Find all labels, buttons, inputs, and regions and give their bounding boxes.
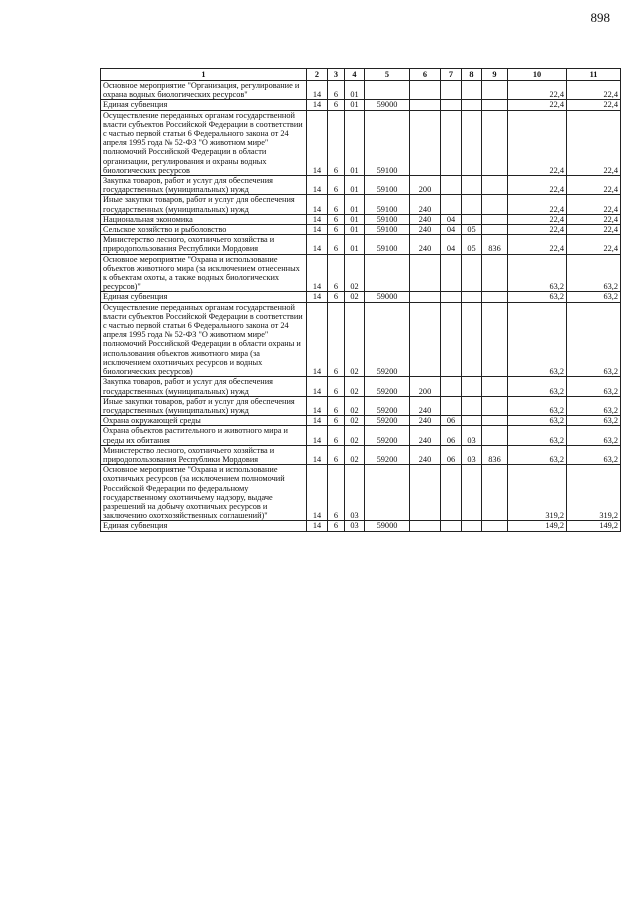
- table-cell: 240: [410, 195, 441, 214]
- table-cell: 6: [328, 426, 345, 445]
- table-cell: 22,4: [567, 235, 621, 254]
- table-cell: 6: [328, 110, 345, 175]
- table-cell: 22,4: [508, 100, 567, 110]
- table-cell: [441, 292, 462, 302]
- table-row: [101, 81, 621, 100]
- table-cell: [482, 521, 508, 531]
- table-cell: 59100: [365, 110, 410, 175]
- table-cell: 59200: [365, 377, 410, 396]
- table-cell: 02: [345, 377, 365, 396]
- table-cell: [410, 81, 441, 100]
- table-cell: 06: [441, 445, 462, 464]
- table-cell: [462, 110, 482, 175]
- table-cell: [441, 176, 462, 195]
- table-cell: 14: [307, 225, 328, 235]
- table-cell: 02: [345, 302, 365, 377]
- table-cell: 03: [345, 521, 365, 531]
- table-cell: 14: [307, 426, 328, 445]
- row-name-cell: Иные закупки товаров, работ и услуг для обеспечения государственных (муниципальных) нужд: [101, 195, 307, 214]
- table-cell: 6: [328, 254, 345, 292]
- table-cell: 6: [328, 521, 345, 531]
- table-cell: 01: [345, 195, 365, 214]
- table-cell: [410, 110, 441, 175]
- table-cell: 14: [307, 292, 328, 302]
- table-cell: [441, 100, 462, 110]
- table-cell: 240: [410, 214, 441, 224]
- table-cell: 6: [328, 292, 345, 302]
- table-cell: 14: [307, 110, 328, 175]
- table-cell: 319,2: [567, 465, 621, 521]
- table-row: [101, 100, 621, 110]
- table-cell: 05: [462, 235, 482, 254]
- column-header-9: 9: [482, 69, 508, 81]
- table-cell: [441, 521, 462, 531]
- table-row: [101, 377, 621, 396]
- table-cell: [482, 81, 508, 100]
- table-cell: 14: [307, 396, 328, 415]
- table-cell: 03: [462, 445, 482, 464]
- table-header-row: [101, 69, 621, 81]
- table-cell: 63,2: [508, 396, 567, 415]
- column-header-2: 2: [307, 69, 328, 81]
- table-cell: 14: [307, 521, 328, 531]
- table-cell: 6: [328, 100, 345, 110]
- table-cell: [365, 81, 410, 100]
- table-cell: [441, 465, 462, 521]
- table-cell: 240: [410, 225, 441, 235]
- table-cell: 22,4: [567, 195, 621, 214]
- table-cell: 22,4: [508, 176, 567, 195]
- table-cell: [410, 521, 441, 531]
- table-cell: 6: [328, 445, 345, 464]
- table-cell: [462, 292, 482, 302]
- table-cell: 01: [345, 235, 365, 254]
- table-cell: 02: [345, 426, 365, 445]
- row-name-cell: Основное мероприятие "Охрана и использование объектов животного мира (за исключением отнесенных к объектам охоты, а также водных биологических ресурсов)": [101, 254, 307, 292]
- table-row: [101, 302, 621, 377]
- table-cell: 6: [328, 377, 345, 396]
- table-cell: 59200: [365, 396, 410, 415]
- table-cell: 6: [328, 396, 345, 415]
- table-cell: 02: [345, 396, 365, 415]
- table-cell: 200: [410, 377, 441, 396]
- table-cell: 63,2: [567, 416, 621, 426]
- table-cell: 240: [410, 445, 441, 464]
- table-cell: 63,2: [567, 445, 621, 464]
- table-cell: 63,2: [508, 254, 567, 292]
- table-cell: 01: [345, 81, 365, 100]
- table-cell: 6: [328, 302, 345, 377]
- table-cell: 63,2: [567, 426, 621, 445]
- table-cell: 04: [441, 214, 462, 224]
- table-cell: 63,2: [567, 377, 621, 396]
- table-cell: 01: [345, 225, 365, 235]
- table-cell: [482, 377, 508, 396]
- table-cell: [441, 195, 462, 214]
- table-cell: [410, 302, 441, 377]
- table-cell: [482, 302, 508, 377]
- column-header-10: 10: [508, 69, 567, 81]
- table-cell: [462, 214, 482, 224]
- table-cell: [462, 377, 482, 396]
- table-cell: 59200: [365, 302, 410, 377]
- table-cell: 04: [441, 225, 462, 235]
- row-name-cell: Министерство лесного, охотничьего хозяйства и природопользования Республики Мордовия: [101, 235, 307, 254]
- table-cell: 22,4: [508, 214, 567, 224]
- table-cell: [462, 465, 482, 521]
- table-body: [101, 81, 621, 532]
- table-row: [101, 176, 621, 195]
- table-cell: 14: [307, 302, 328, 377]
- table-cell: [410, 254, 441, 292]
- table-cell: 22,4: [508, 235, 567, 254]
- table-cell: 200: [410, 176, 441, 195]
- table-cell: 63,2: [508, 302, 567, 377]
- table-cell: 22,4: [567, 214, 621, 224]
- table-cell: 06: [441, 416, 462, 426]
- table-cell: [482, 396, 508, 415]
- table-row: [101, 426, 621, 445]
- table-cell: 22,4: [508, 81, 567, 100]
- table-cell: 6: [328, 465, 345, 521]
- row-name-cell: Осуществление переданных органам государственной власти субъектов Российской Федерации в соответствии с частью первой статьи 6 Федерального закона от 24 апреля 1995 года № 52-ФЗ "О животном мире" полномочий Российской Федерации в области охраны и использования объектов животного мира (за исключением охотничьих ресурсов и водных биологических ресурсов): [101, 302, 307, 377]
- table-cell: 6: [328, 235, 345, 254]
- table-cell: [482, 465, 508, 521]
- table-cell: 6: [328, 416, 345, 426]
- table-cell: [462, 81, 482, 100]
- table-cell: 59200: [365, 416, 410, 426]
- table-row: [101, 254, 621, 292]
- table-cell: 6: [328, 214, 345, 224]
- table-cell: [365, 465, 410, 521]
- table-cell: 22,4: [567, 110, 621, 175]
- table-cell: 14: [307, 254, 328, 292]
- table-cell: 63,2: [567, 254, 621, 292]
- row-name-cell: Закупка товаров, работ и услуг для обеспечения государственных (муниципальных) нужд: [101, 176, 307, 195]
- table-cell: 02: [345, 254, 365, 292]
- table-row: [101, 110, 621, 175]
- table-row: [101, 225, 621, 235]
- row-name-cell: Сельское хозяйство и рыболовство: [101, 225, 307, 235]
- row-name-cell: Единая субвенция: [101, 292, 307, 302]
- table-cell: 22,4: [508, 110, 567, 175]
- table-cell: [482, 176, 508, 195]
- row-name-cell: Основное мероприятие "Организация, регулирование и охрана водных биологических ресурсов": [101, 81, 307, 100]
- column-header-6: 6: [410, 69, 441, 81]
- table-row: [101, 396, 621, 415]
- table-cell: 02: [345, 292, 365, 302]
- table-cell: 14: [307, 465, 328, 521]
- table-cell: 14: [307, 416, 328, 426]
- table-cell: [482, 292, 508, 302]
- table-cell: [462, 254, 482, 292]
- table-cell: 59100: [365, 176, 410, 195]
- table-row: [101, 416, 621, 426]
- table-cell: 59100: [365, 195, 410, 214]
- row-name-cell: Иные закупки товаров, работ и услуг для обеспечения государственных (муниципальных) нужд: [101, 396, 307, 415]
- table-cell: [482, 100, 508, 110]
- table-cell: 59000: [365, 100, 410, 110]
- table-cell: 59000: [365, 521, 410, 531]
- table-cell: 03: [345, 465, 365, 521]
- table-cell: 02: [345, 416, 365, 426]
- table-cell: [441, 110, 462, 175]
- table-cell: 01: [345, 214, 365, 224]
- table-cell: 22,4: [508, 225, 567, 235]
- row-name-cell: Закупка товаров, работ и услуг для обеспечения государственных (муниципальных) нужд: [101, 377, 307, 396]
- row-name-cell: Основное мероприятие "Охрана и использование охотничьих ресурсов (за исключением полномочий Российской Федерации по федеральному государственному охотничьему надзору, выдаче разрешений на добычу охотничьих ресурсов и заключению охотхозяйственных соглашений)": [101, 465, 307, 521]
- table-cell: 14: [307, 81, 328, 100]
- table-cell: 240: [410, 426, 441, 445]
- table-cell: [441, 254, 462, 292]
- table-cell: 22,4: [508, 195, 567, 214]
- table-cell: [482, 214, 508, 224]
- table-cell: 240: [410, 396, 441, 415]
- table-cell: 240: [410, 416, 441, 426]
- table-cell: [410, 100, 441, 110]
- table-cell: 06: [441, 426, 462, 445]
- table-cell: [462, 521, 482, 531]
- table-cell: 63,2: [508, 292, 567, 302]
- column-header-4: 4: [345, 69, 365, 81]
- table-cell: [482, 225, 508, 235]
- table-cell: 63,2: [508, 377, 567, 396]
- column-header-5: 5: [365, 69, 410, 81]
- table-cell: 149,2: [567, 521, 621, 531]
- table-cell: [482, 416, 508, 426]
- page-number: 898: [590, 10, 610, 25]
- column-header-1: 1: [101, 69, 307, 81]
- table-cell: 03: [462, 426, 482, 445]
- table-cell: 63,2: [567, 302, 621, 377]
- table-cell: 01: [345, 176, 365, 195]
- table-cell: 6: [328, 81, 345, 100]
- table-cell: 01: [345, 100, 365, 110]
- table-row: [101, 465, 621, 521]
- table-cell: 319,2: [508, 465, 567, 521]
- row-name-cell: Охрана окружающей среды: [101, 416, 307, 426]
- budget-table: [100, 68, 621, 532]
- table-cell: 59100: [365, 235, 410, 254]
- table-cell: 63,2: [508, 426, 567, 445]
- table-cell: [462, 195, 482, 214]
- table-cell: 149,2: [508, 521, 567, 531]
- table-cell: 6: [328, 195, 345, 214]
- table-cell: 63,2: [508, 416, 567, 426]
- table-cell: 05: [462, 225, 482, 235]
- column-header-8: 8: [462, 69, 482, 81]
- table-cell: 6: [328, 225, 345, 235]
- table-cell: [441, 81, 462, 100]
- table-cell: 59200: [365, 445, 410, 464]
- table-cell: 22,4: [567, 225, 621, 235]
- table-cell: [482, 426, 508, 445]
- table-row: [101, 445, 621, 464]
- column-header-3: 3: [328, 69, 345, 81]
- table-cell: 22,4: [567, 100, 621, 110]
- table-cell: [365, 254, 410, 292]
- table-cell: 63,2: [508, 445, 567, 464]
- table-cell: [462, 302, 482, 377]
- row-name-cell: Единая субвенция: [101, 100, 307, 110]
- table-cell: [462, 176, 482, 195]
- table-cell: 63,2: [567, 292, 621, 302]
- table-cell: 14: [307, 377, 328, 396]
- row-name-cell: Осуществление переданных органам государственной власти субъектов Российской Федерации в соответствии с частью первой статьи 6 Федерального закона от 24 апреля 1995 года № 52-ФЗ "О животном мире" полномочий Российской Федерации в области организации, регулирования и охраны водных биологических ресурсов: [101, 110, 307, 175]
- table-cell: [482, 195, 508, 214]
- table-cell: [441, 396, 462, 415]
- table-cell: [410, 292, 441, 302]
- table-cell: 14: [307, 100, 328, 110]
- table-cell: [441, 302, 462, 377]
- table-cell: [462, 416, 482, 426]
- table-cell: 22,4: [567, 176, 621, 195]
- table-cell: 04: [441, 235, 462, 254]
- table-cell: 01: [345, 110, 365, 175]
- table-cell: 63,2: [567, 396, 621, 415]
- row-name-cell: Национальная экономика: [101, 214, 307, 224]
- row-name-cell: Единая субвенция: [101, 521, 307, 531]
- table-cell: 02: [345, 445, 365, 464]
- table-cell: 59100: [365, 225, 410, 235]
- table-cell: [410, 465, 441, 521]
- table-cell: 14: [307, 445, 328, 464]
- table-cell: 240: [410, 235, 441, 254]
- column-header-7: 7: [441, 69, 462, 81]
- table-cell: [441, 377, 462, 396]
- column-header-11: 11: [567, 69, 621, 81]
- table-cell: 14: [307, 195, 328, 214]
- table-cell: 14: [307, 235, 328, 254]
- table-cell: [462, 100, 482, 110]
- table-cell: [482, 254, 508, 292]
- table-cell: 14: [307, 214, 328, 224]
- table-cell: 22,4: [567, 81, 621, 100]
- table-row: [101, 195, 621, 214]
- table-cell: 836: [482, 235, 508, 254]
- table-cell: 59200: [365, 426, 410, 445]
- table-cell: [462, 396, 482, 415]
- table-cell: [482, 110, 508, 175]
- table-row: [101, 292, 621, 302]
- table-cell: 836: [482, 445, 508, 464]
- table-row: [101, 521, 621, 531]
- table-row: [101, 235, 621, 254]
- table-cell: 59100: [365, 214, 410, 224]
- table-cell: 6: [328, 176, 345, 195]
- table-cell: 14: [307, 176, 328, 195]
- table-row: [101, 214, 621, 224]
- row-name-cell: Министерство лесного, охотничьего хозяйства и природопользования Республики Мордовия: [101, 445, 307, 464]
- row-name-cell: Охрана объектов растительного и животного мира и среды их обитания: [101, 426, 307, 445]
- table-cell: 59000: [365, 292, 410, 302]
